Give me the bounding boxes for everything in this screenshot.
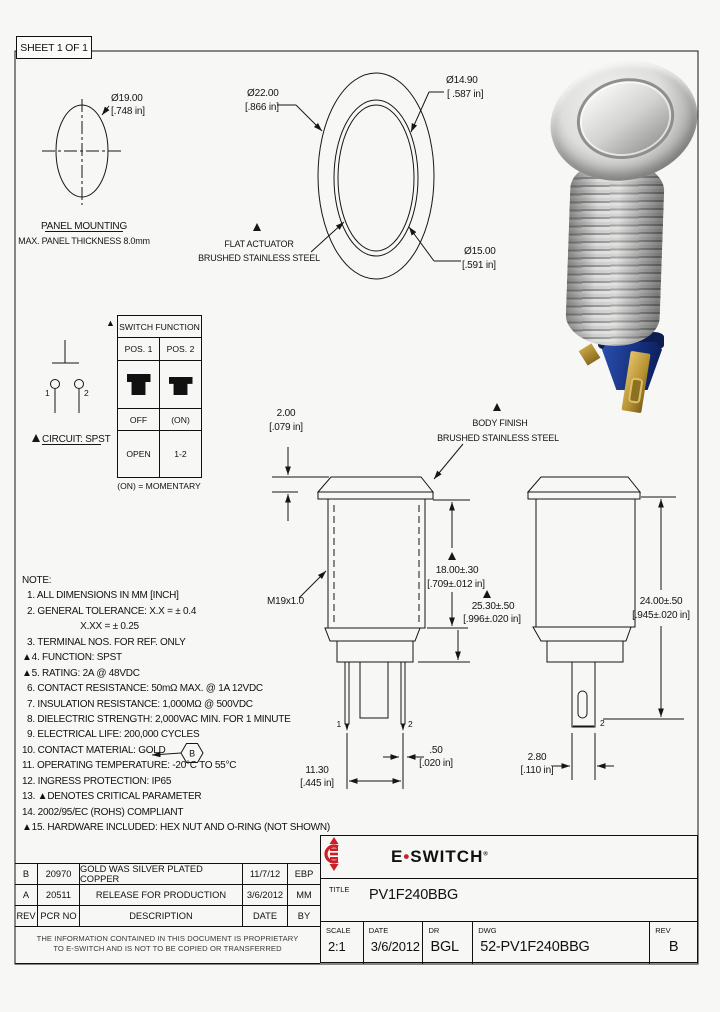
- dim-body-mm: 18.00±.30: [435, 565, 479, 576]
- brand-e: E: [391, 847, 404, 866]
- dim-actuator-mm: Ø14.90: [446, 75, 478, 86]
- critical-flag-icon: [253, 223, 261, 231]
- dim-ring-in: [.591 in]: [462, 260, 496, 271]
- actuator-label-1: FLAT ACTUATOR: [224, 239, 294, 249]
- dim-term-spacing-mm: 11.30: [305, 765, 329, 776]
- dim-term-w-mm: 2.80: [527, 752, 547, 763]
- date-label: DATE: [368, 926, 389, 935]
- terminal-2-label: 2: [600, 718, 605, 728]
- dim-panel-hole-in: [.748 in]: [111, 106, 145, 117]
- actuator-label-2: BRUSHED STAINLESS STEEL: [198, 253, 320, 263]
- drafter-value: BGL: [430, 939, 459, 955]
- dim-to-base-mm: 25.30±.50: [471, 601, 515, 612]
- function-circuit-pos1: OPEN: [126, 449, 151, 459]
- terminal-1-label: 1: [336, 719, 341, 729]
- note-line: 11. OPERATING TEMPERATURE: -20°C TO 55°C: [22, 760, 237, 772]
- brand-dot: •: [403, 847, 411, 866]
- revision-balloon-letter: B: [189, 748, 195, 759]
- dim-flange-in: [.079 in]: [269, 422, 303, 433]
- critical-flag-icon: ▲: [106, 318, 115, 328]
- dim-bezel-mm: Ø22.00: [247, 88, 279, 99]
- proprietary-line-2: TO E-SWITCH AND IS NOT TO BE COPIED OR TRANSFERRED: [53, 943, 282, 953]
- proprietary-line-1: THE INFORMATION CONTAINED IN THIS DOCUMENT IS PROPRIETARY: [36, 933, 299, 943]
- dim-to-base-in: [.996±.020 in]: [463, 614, 521, 625]
- pcr-cell: 20511: [38, 885, 80, 905]
- note-line: 8. DIELECTRIC STRENGTH: 2,000VAC MIN. FOR 1 MINUTE: [22, 713, 291, 725]
- rev-cell: [650, 922, 697, 964]
- by-cell: EBP: [294, 869, 314, 879]
- note-line: 6. CONTACT RESISTANCE: 50mΩ MAX. @ 1A 12VDC: [22, 683, 263, 695]
- note-line: 14. 2002/95/EC (ROHS) COMPLIANT: [22, 806, 184, 818]
- photo-button-face: [569, 69, 681, 168]
- title-block-bottom-row: [321, 922, 697, 964]
- note-line: NOTE:: [22, 575, 52, 586]
- button-released-icon: [127, 374, 151, 395]
- drafter-label: DR: [428, 926, 440, 935]
- rev-value: B: [668, 939, 679, 955]
- photo-flange: [539, 48, 708, 194]
- by-cell: MM: [296, 890, 312, 900]
- date-cell: 11/7/12: [243, 864, 288, 884]
- critical-flag-icon: [483, 590, 491, 598]
- thread-spec: M19x1.0: [267, 596, 304, 607]
- pcr-cell: 20970: [38, 864, 80, 884]
- dim-flange-mm: 2.00: [276, 408, 296, 419]
- note-line: 7. INSULATION RESISTANCE: 1,000MΩ @ 500VDC: [22, 698, 253, 710]
- critical-flag-icon: [493, 403, 501, 411]
- dim-panel-hole-mm: Ø19.00: [111, 93, 143, 104]
- circuit-terminal-2: 2: [84, 388, 89, 398]
- photo-threaded-body: [565, 158, 665, 347]
- description-header: DESCRIPTION: [80, 906, 243, 926]
- dim-ring-mm: Ø15.00: [464, 246, 496, 257]
- note-line: 9. ELECTRICAL LIFE: 200,000 CYCLES: [22, 729, 200, 741]
- scale-value: 2:1: [328, 939, 346, 954]
- by-header: BY: [297, 911, 311, 921]
- dim-total-in: [.945±.020 in]: [632, 610, 690, 621]
- side-view-rotated: [520, 477, 690, 780]
- critical-flag-icon: [32, 434, 40, 442]
- sheet-number-box: [16, 36, 92, 59]
- note-line: 13. ▲DENOTES CRITICAL PARAMETER: [22, 791, 202, 803]
- note-line: X.XX = ± 0.25: [22, 621, 139, 633]
- front-view: [198, 73, 496, 279]
- part-number-title: PV1F240BBG: [369, 887, 459, 903]
- function-table-pos2: POS. 2: [159, 338, 201, 360]
- function-circuit-pos2: 1-2: [159, 431, 201, 477]
- eswitch-logo-icon: [321, 836, 347, 872]
- date-cell: 3/6/2012: [243, 885, 288, 905]
- title-block: [320, 835, 698, 963]
- date-cell: [364, 922, 424, 964]
- dim-bezel-in: [.866 in]: [245, 102, 279, 113]
- scale-cell: [321, 922, 364, 964]
- photo-terminal-slot: [628, 377, 644, 404]
- panel-view-subtitle: MAX. PANEL THICKNESS 8.0mm: [18, 236, 150, 246]
- body-finish-label-1: BODY FINISH: [472, 418, 528, 428]
- product-photo: [548, 56, 712, 362]
- switch-function-table: [117, 315, 202, 478]
- panel-mounting-view: [18, 93, 150, 246]
- rev-cell: A: [15, 885, 38, 905]
- sheet-number-label: SHEET 1 OF 1: [20, 41, 88, 54]
- brand-name: SWITCH: [410, 847, 484, 866]
- notes-list: [22, 575, 330, 837]
- dwg-cell: [473, 922, 650, 964]
- note-line: 3. TERMINAL NOS. FOR REF. ONLY: [22, 636, 186, 648]
- rev-header: REV: [15, 906, 38, 926]
- circuit-label: CIRCUIT: SPST: [42, 434, 111, 445]
- drafter-cell: [423, 922, 473, 964]
- scale-label: SCALE: [326, 926, 351, 935]
- rev-cell: B: [15, 864, 38, 884]
- dwg-number: 52-PV1F240BBG: [480, 939, 590, 955]
- date-value: 3/6/2012: [370, 939, 420, 954]
- proprietary-notice: [15, 924, 320, 964]
- dwg-label: DWG: [478, 926, 497, 935]
- function-table-footnote: (ON) = MOMENTARY: [117, 481, 201, 491]
- function-table-header: SWITCH FUNCTION: [119, 321, 200, 332]
- registered-mark: ®: [483, 851, 489, 858]
- critical-flag-icon: [448, 552, 456, 560]
- dim-term-thk-mm: .50: [429, 745, 443, 756]
- function-table-pos1: POS. 1: [124, 344, 153, 354]
- dim-body-in: [.709±.012 in]: [427, 579, 485, 590]
- revision-table: [15, 863, 320, 927]
- function-state-pos1: OFF: [129, 414, 148, 425]
- dim-total-mm: 24.00±.50: [639, 596, 683, 607]
- side-view-front: [318, 477, 433, 731]
- note-line: 2. GENERAL TOLERANCE: X.X = ± 0.4: [22, 605, 197, 617]
- dim-term-thk-in: [.020 in]: [419, 758, 453, 769]
- note-line: 1. ALL DIMENSIONS IN MM [INCH]: [22, 590, 179, 602]
- dim-term-w-in: [.110 in]: [520, 765, 554, 776]
- button-pressed-icon: [169, 377, 193, 395]
- date-header: DATE: [243, 906, 288, 926]
- brand-wordmark: [391, 847, 489, 867]
- table-row: [15, 864, 320, 885]
- brand-row: [321, 836, 697, 879]
- description-cell: RELEASE FOR PRODUCTION: [80, 885, 243, 905]
- title-row: [321, 879, 697, 922]
- rev-label: REV: [655, 926, 671, 935]
- note-line: ▲4. FUNCTION: SPST: [22, 652, 122, 664]
- note-line: ▲5. RATING: 2A @ 48VDC: [22, 667, 140, 679]
- terminal-2-label: 2: [408, 719, 413, 729]
- table-row: [15, 885, 320, 906]
- dim-actuator-in: [ .587 in]: [447, 89, 484, 100]
- description-cell: GOLD WAS SILVER PLATED COPPER: [80, 864, 243, 884]
- body-finish-label-2: BRUSHED STAINLESS STEEL: [437, 433, 559, 443]
- pcr-header: PCR NO: [38, 906, 80, 926]
- note-line: ▲15. HARDWARE INCLUDED: HEX NUT AND O-RING (NOT SHOWN): [22, 822, 330, 833]
- panel-view-title: PANEL MOUNTING: [40, 221, 128, 232]
- title-label: TITLE: [329, 885, 350, 894]
- note-line: 12. INGRESS PROTECTION: IP65: [22, 775, 172, 787]
- dim-term-spacing-in: [.445 in]: [300, 778, 334, 789]
- circuit-terminal-1: 1: [45, 388, 50, 398]
- note-line: 10. CONTACT MATERIAL: GOLD: [22, 744, 166, 756]
- circuit-symbol: [32, 340, 111, 445]
- function-state-pos2: (ON): [159, 409, 201, 430]
